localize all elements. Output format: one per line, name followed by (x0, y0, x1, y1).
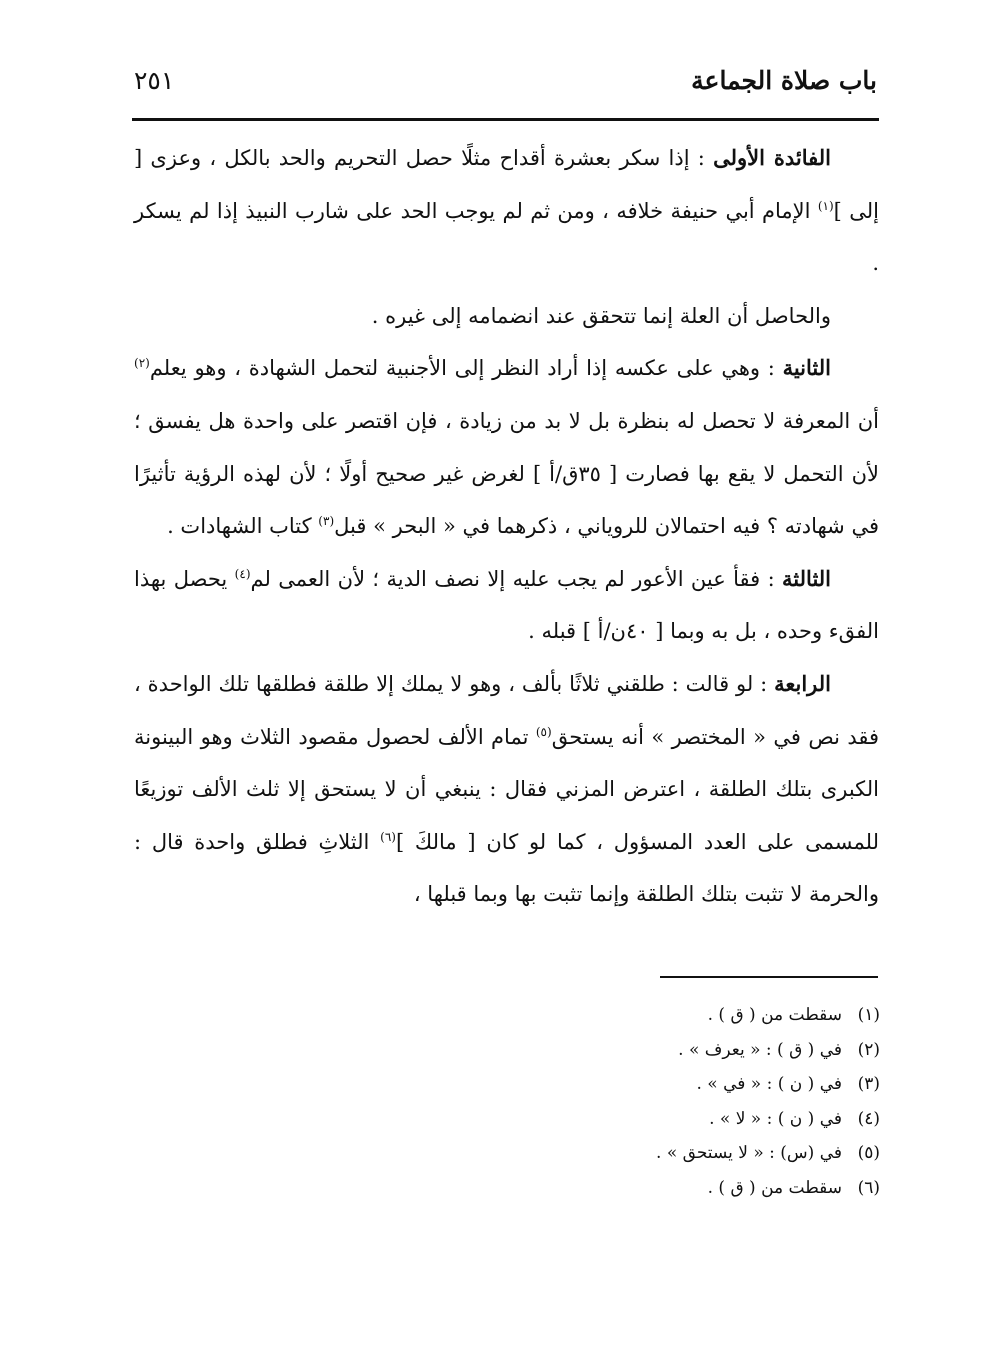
footnote-number: (٢) (857, 1039, 880, 1060)
paragraph-lead: الثانية (782, 355, 831, 381)
paragraph-third (134, 553, 879, 658)
paragraph-text: أن المعرفة لا تحصل له بنظرة بل لا بد من زيادة ، فإن اقتصر على واحدة هل يفسق ؛ لأن التحمل لا يقع بها فصارت [ ٣٥ق/أ ] لغرض غير صحيح أولًا ؛ لأن لهذه الرؤية تأثيرًا في شهادته ؟ فيه احتمالان للروياني ، ذكرهما في « البحر » قبل (134, 408, 879, 539)
paragraph-lead: الرابعة (774, 670, 831, 696)
footnote-text: في ( ن ) : « لا » . (709, 1108, 842, 1129)
paragraph-text: : وهي على عكسه إذا أراد النظر إلى الأجنبية لتحمل الشهادة ، وهو يعلم (149, 356, 783, 381)
paragraph-lead: الفائدة الأولى (713, 145, 831, 170)
footnote-ref: (٤) (234, 566, 251, 581)
footnote-item (480, 1136, 880, 1171)
footnote-ref: (٣) (318, 514, 335, 529)
header-rule (132, 118, 879, 121)
paragraph-first-benefit (134, 132, 879, 290)
footnote-number: (١) (857, 1005, 880, 1025)
footnote-item (480, 1171, 880, 1206)
footnote-ref: (٦) (380, 829, 396, 844)
footnote-item (480, 1067, 880, 1102)
footnote-ref: (٥) (535, 724, 552, 739)
paragraph-second (134, 342, 879, 552)
running-header (112, 62, 877, 116)
paragraph-text: الثلاثِ فطلق واحدة قال : والحرمة لا تثبت بتلك الطلقة وإنما تثبت بها وبما قبلها ، (134, 829, 879, 907)
footnote-number: (٦) (857, 1177, 880, 1198)
footnote-text: سقطت من ( ق ) . (707, 1177, 842, 1198)
paragraph-text: : لو قالت : طلقني ثلاثًا بألف ، وهو لا يملك إلا طلقة فطلقها تلك الواحدة ، فقد نص في « المختصر » أنه يستحق (134, 671, 879, 749)
footnotes (480, 998, 880, 1205)
paragraph-text: كتاب الشهادات . (167, 514, 319, 539)
paragraph-text: يحصل بهذا الفقء وحده ، بل به وبما [ ٤٠ن/أ ] قبله . (134, 566, 879, 644)
footnote-number: (٣) (857, 1074, 880, 1094)
footnote-number: (٤) (857, 1108, 880, 1129)
paragraph-text: : فقأ عين الأعور لم يجب عليه إلا نصف الدية ؛ لأن العمى لم (250, 566, 783, 591)
footnote-ref: (١) (817, 198, 834, 213)
chapter-title: باب صلاة الجماعة (691, 66, 877, 95)
paragraph-conclusion (134, 290, 879, 343)
footnote-text: سقطت من ( ق ) . (707, 1005, 842, 1025)
footnote-item (480, 1033, 880, 1068)
footnote-ref: (٢) (134, 356, 150, 371)
footnote-text: في ( ق ) : « يعرف » . (678, 1039, 842, 1060)
paragraph-text: : إذا سكر بعشرة أقداح مثلًا حصل التحريم والحد بالكل ، وعزى [ إلى ] (134, 146, 879, 223)
main-text (134, 132, 879, 921)
footnote-number: (٥) (857, 1143, 880, 1163)
paragraph-text: الإمام أبي حنيفة خلافه ، ومن ثم لم يوجب الحد على شارب النبيذ إذا لم يسكر . (134, 198, 879, 276)
paragraph-text: تمام الألف لحصول مقصود الثلاث وهو البينونة الكبرى بتلك الطلقة ، اعترض المزني فقال : ينبغي أن لا يستحق إلا ثلث الألف توزيعًا للمسمى على العدد المسؤول ، كما لو كان [ مالكَ ] (134, 724, 879, 854)
paragraph-fourth (134, 658, 879, 921)
footnote-text: في ( ن ) : « في » . (696, 1074, 842, 1094)
paragraph-text: والحاصل أن العلة إنما تتحقق عند انضمامه إلى غيره . (371, 303, 831, 328)
paragraph-lead: الثالثة (782, 565, 832, 591)
footnote-item (480, 1102, 880, 1137)
footnote-text: في (س) : « لا يستحق » . (656, 1143, 842, 1163)
page-number: ٢٥١ (134, 66, 175, 95)
footnote-separator (660, 976, 878, 978)
footnote-item (480, 998, 880, 1033)
